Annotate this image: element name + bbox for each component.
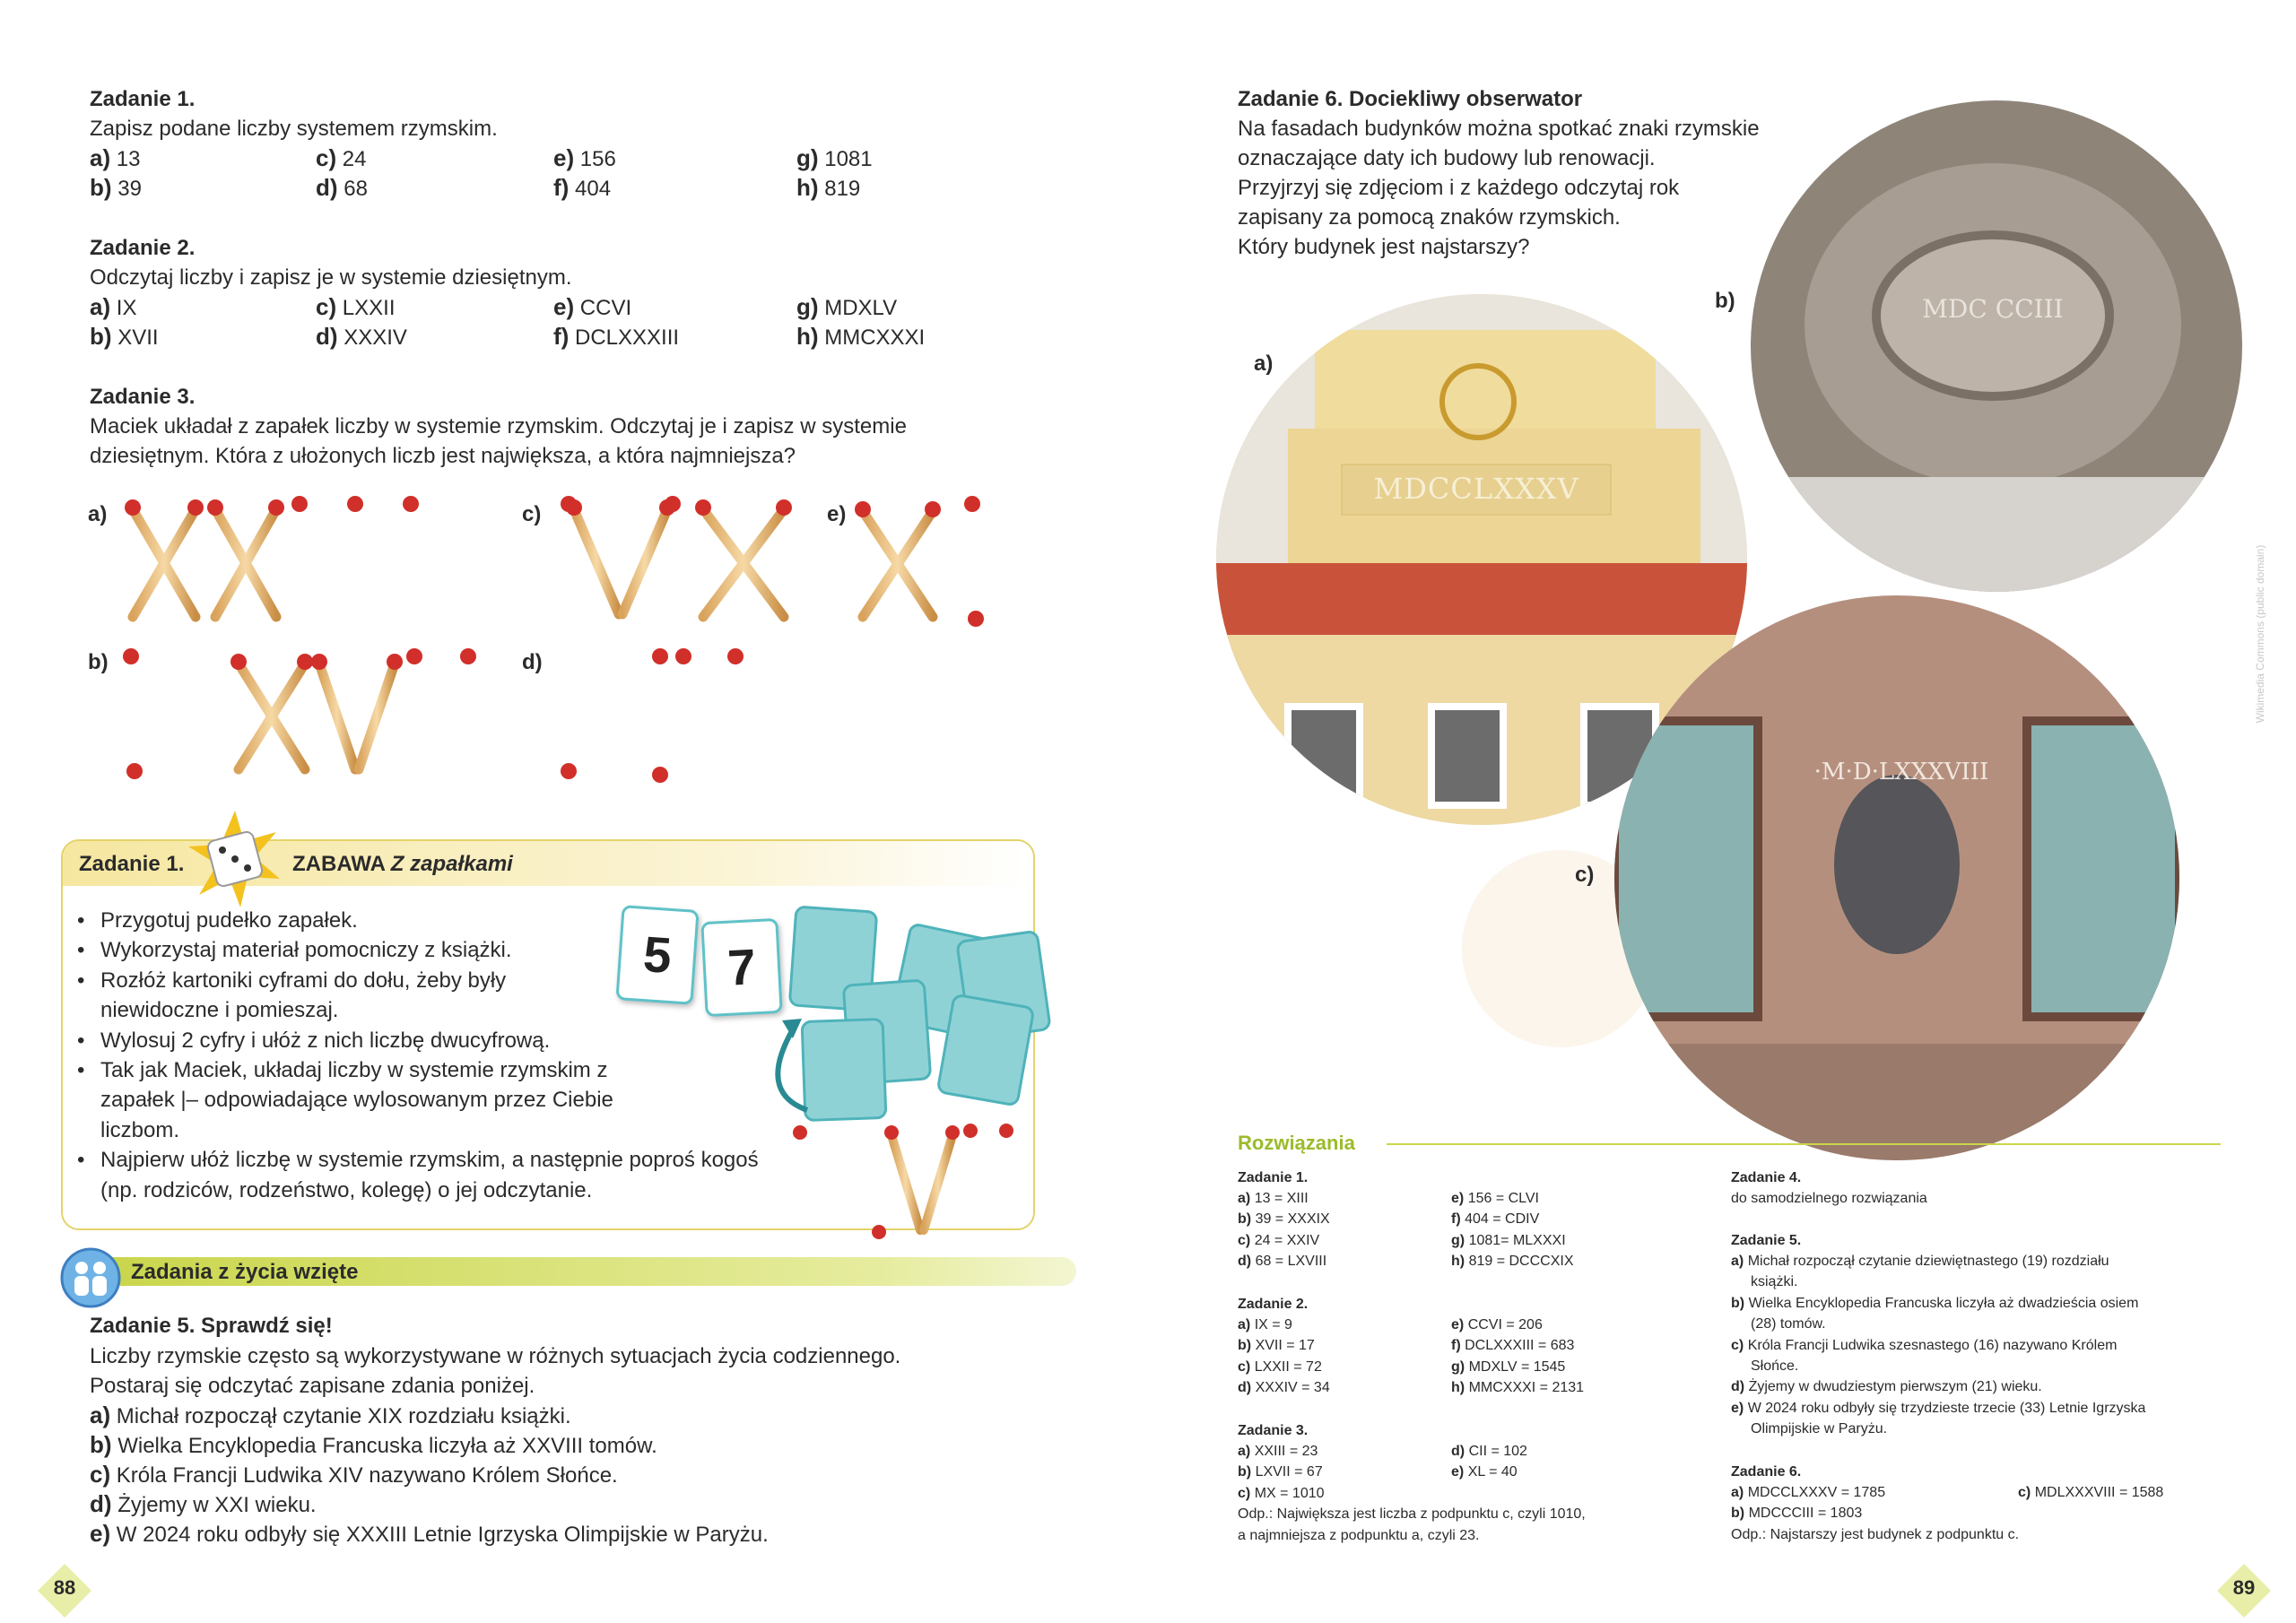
sol3-title: Zadanie 3.: [1238, 1423, 1309, 1438]
sol1-right: e) 156 = CLVI f) 404 = CDIV g) 1081= MLXXXI h) 819 = DCCCXIX: [1451, 1191, 1574, 1270]
sol3-left: a) XXIII = 23 b) LXVII = 67 c) MX = 1010 Odp.: Największa jest liczba z podpunktu c, czyli 1010, a najmniejsza z podpunktu a, czyli 23.: [1238, 1444, 1586, 1543]
task2-prompt: Odczytaj liczby i zapisz je w systemie dziesiętnym.: [90, 265, 572, 290]
sol4-title: Zadanie 4.: [1731, 1170, 1802, 1185]
game-bullet: • Najpierw ułóż liczbę w systemie rzymskim, a następnie poproś kogoś (np. rodziców, rodzeństwo, kolegę) o jej odczytanie.: [77, 1145, 782, 1205]
game-tag-line: [292, 849, 513, 879]
sol5-title: Zadanie 5.: [1731, 1233, 1802, 1248]
game-bullet: • Wykorzystaj materiał pomocniczy z książki.: [77, 935, 759, 965]
sol6-right: c) MDLXXXVIII = 1588: [2018, 1485, 2164, 1500]
task2-title: Zadanie 2.: [90, 236, 196, 260]
photo-building-b: [1751, 100, 2242, 592]
number-card: 7: [700, 918, 782, 1017]
match-label-d: d): [522, 650, 543, 674]
photo-credit: Wikimedia Commons (public domain): [2254, 544, 2266, 724]
dice-icon: [185, 809, 285, 909]
game-tag: ZABAWA: [292, 852, 386, 876]
solutions-heading: Rozwiązania: [1238, 1132, 1355, 1154]
task6-line: Przyjrzyj się zdjęciom i z każdego odczytaj rok: [1238, 176, 1680, 200]
page-number-left: 88: [53, 1576, 76, 1599]
sol2-right: e) CCVI = 206 f) DCLXXXIII = 683 g) MDXLV = 1545 h) MMCXXXI = 2131: [1451, 1317, 1585, 1396]
inscription-b: MDC CCIII: [1922, 294, 2064, 324]
building-c-illustration: [1614, 595, 2179, 1160]
page-number-right: 89: [2232, 1576, 2256, 1599]
photo-label-c: c): [1575, 863, 1595, 887]
match-label-c: c): [522, 502, 542, 526]
sol1-left: a) 13 = XIII b) 39 = XXXIX c) 24 = XXIV d) 68 = LXVIII: [1238, 1191, 1330, 1270]
match-label-a: a): [88, 502, 108, 526]
life-tasks-title: Zadania z życia wzięte: [131, 1260, 359, 1284]
task3-title: Zadanie 3.: [90, 385, 196, 409]
face-down-cards: [739, 904, 1062, 1128]
match-label-b: b): [88, 650, 109, 674]
game-subtitle: Z zapałkami: [390, 852, 513, 876]
number-card: 5: [615, 905, 699, 1005]
building-b-illustration: [1751, 100, 2242, 592]
task5-prompt-line1: Liczby rzymskie często są wykorzystywane w różnych sytuacjach życia codziennego.: [90, 1344, 901, 1368]
photo-label-a: a): [1254, 352, 1274, 376]
game-bullet: • Rozłóż kartoniki cyframi do dołu, żeby były niewidoczne i pomieszaj.: [77, 966, 567, 1026]
task5-title: Zadanie 5. Sprawdź się!: [90, 1314, 333, 1338]
task6-line: Na fasadach budynków można spotkać znaki rzymskie: [1238, 117, 1760, 141]
sol2-left: a) IX = 9 b) XVII = 17 c) LXXII = 72 d) XXXIV = 34: [1238, 1317, 1330, 1396]
sol2-title: Zadanie 2.: [1238, 1297, 1309, 1312]
match-label-e: e): [827, 502, 847, 526]
game-bullet: • Wylosuj 2 cyfry i ułóż z nich liczbę dwucyfrową.: [77, 1026, 759, 1055]
inscription-a: MDCCLXXXV: [1373, 472, 1579, 506]
matchstick-lvii: [780, 1123, 1022, 1241]
task5-prompt-line2: Postaraj się odczytać zapisane zdania poniżej.: [90, 1374, 535, 1398]
game-bullet: • Przygotuj pudełko zapałek.: [77, 906, 759, 935]
task3-prompt-line2: dziesiętnym. Która z ułożonych liczb jest największa, a która najmniejsza?: [90, 444, 796, 468]
task1-title: Zadanie 1.: [90, 87, 196, 111]
task3-prompt-line1: Maciek układał z zapałek liczby w systemie rzymskim. Odczytaj je i zapisz w systemie: [90, 414, 907, 438]
inscription-c: ·M·D·LXXXVIII: [1813, 759, 1989, 785]
game-title: Zadanie 1.: [79, 852, 185, 876]
task6-title: Zadanie 6. Dociekliwy obserwator: [1238, 87, 1583, 111]
game-bullet: • Tak jak Maciek, układaj liczby w systemie rzymskim z zapałek |– odpowiadające wylosowanym przez Ciebie liczbom.: [77, 1055, 657, 1145]
task6-line: oznaczające daty ich budowy lub renowacji.: [1238, 146, 1656, 170]
task1-prompt: Zapisz podane liczby systemem rzymskim.: [90, 117, 498, 141]
sol5-items: a) Michał rozpoczął czytanie dziewiętnastego (19) rozdziału książki. b) Wielka Encyklopedia Francuska liczyła aż dwadzieścia osiem (28) tomów. c) Króla Francji Ludwika szesnastego (16) nazywano Królem Słońce. d) Żyjemy w dwudziestym pierwszym (21) wieku. e) W 2024 roku odbyły się trzydzieste trzecie (33) Letnie Igrzyska Olimpijskie w Paryżu.: [1731, 1254, 2146, 1437]
task6-line: Który budynek jest najstarszy?: [1238, 235, 1530, 259]
photo-label-b: b): [1715, 289, 1735, 313]
task6-line: zapisany za pomocą znaków rzymskich.: [1238, 205, 1621, 230]
people-icon: [59, 1246, 122, 1309]
sol6-title: Zadanie 6.: [1731, 1464, 1802, 1480]
sol4-text: do samodzielnego rozwiązania: [1731, 1191, 1927, 1206]
sol1-title: Zadanie 1.: [1238, 1170, 1309, 1185]
solutions-rule: [1387, 1143, 2221, 1145]
photo-building-c: [1614, 595, 2179, 1160]
sol6-left: a) MDCCLXXXV = 1785 b) MDCCCIII = 1803 Odp.: Najstarszy jest budynek z podpunktu c.: [1731, 1485, 2020, 1542]
sol3-right: d) CII = 102 e) XL = 40: [1451, 1444, 1527, 1480]
